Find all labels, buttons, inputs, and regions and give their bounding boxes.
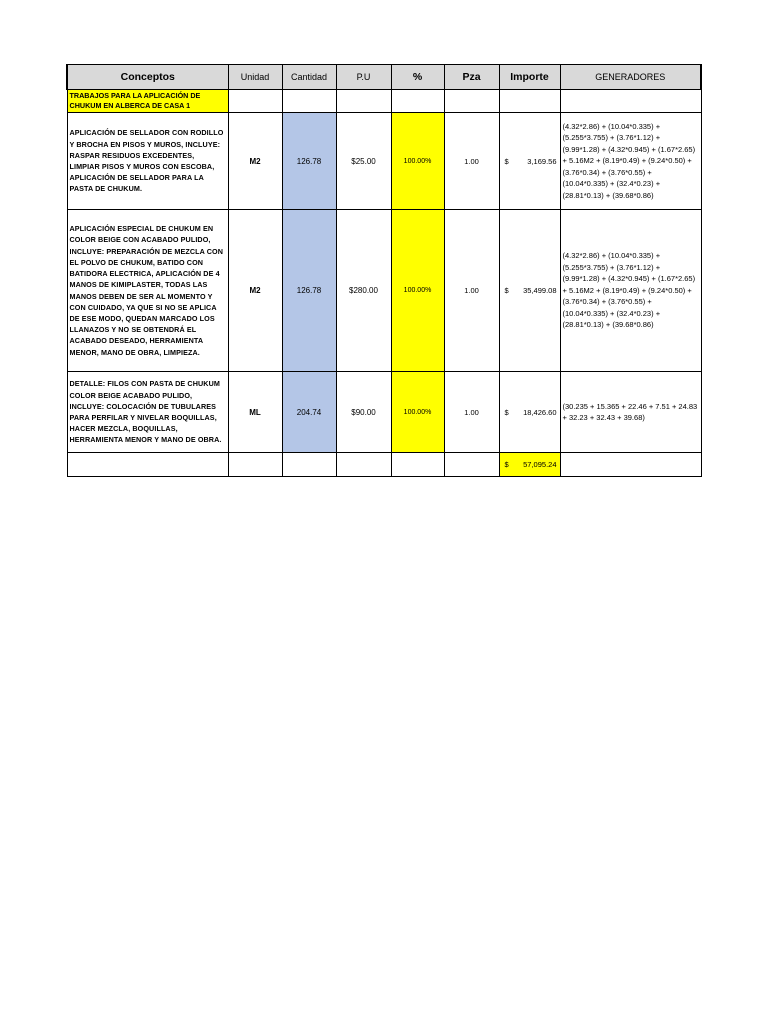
table-row	[67, 372, 701, 453]
empty-cell[interactable]	[444, 453, 499, 477]
amount-cell[interactable]	[499, 210, 560, 372]
currency-symbol: $	[504, 156, 509, 166]
generators-cell[interactable]: (4.32*2.86) + (10.04*0.335) + (5.255*3.755) + (3.76*1.12) + (9.99*1.28) + (4.32*0.945) + (1.67*2.65) + 5.16M2 + (8.19*0.49) + (9.24*0.50) + (3.76*0.34) + (3.76*0.55) + (10.04*0.335) + (32.4*0.23) + (28.81*0.13) + (39.68*0.86)	[560, 210, 701, 372]
quantity-cell[interactable]: 126.78	[282, 210, 336, 372]
header-pct[interactable]: %	[391, 65, 444, 90]
quantity-cell[interactable]: 204.74	[282, 372, 336, 453]
empty-cell[interactable]	[560, 90, 701, 113]
unit-cell[interactable]: ML	[228, 372, 282, 453]
pieces-cell[interactable]: 1.00	[444, 210, 499, 372]
header-row	[67, 65, 701, 90]
amount-value: 3,169.56	[527, 156, 557, 166]
empty-cell[interactable]	[228, 453, 282, 477]
empty-cell[interactable]	[391, 90, 444, 113]
generators-cell[interactable]: (4.32*2.86) + (10.04*0.335) + (5.255*3.755) + (3.76*1.12) + (9.99*1.28) + (4.32*0.945) + (1.67*2.65) + 5.16M2 + (8.19*0.49) + (9.24*0.50) + (3.76*0.34) + (3.76*0.55) + (10.04*0.335) + (32.4*0.23) + (28.81*0.13) + (39.68*0.86)	[560, 113, 701, 210]
total-amount-cell[interactable]	[499, 453, 560, 477]
section-title-cell[interactable]	[67, 90, 228, 113]
total-row	[67, 453, 701, 477]
quantity-cell[interactable]: 126.78	[282, 113, 336, 210]
unit-cell[interactable]: M2	[228, 113, 282, 210]
unit-price-cell[interactable]: $25.00	[336, 113, 391, 210]
concept-cell[interactable]: DETALLE: FILOS CON PASTA DE CHUKUM COLOR BEIGE ACABADO PULIDO, INCLUYE: COLOCACIÓN DE TUBULARES PARA PERFILAR Y NIVELAR BOQUILLAS, HACER MEZCLA, BOQUILLAS, HERRAMIENTA MENOR Y MANO DE OBRA.	[67, 372, 228, 453]
budget-table	[66, 64, 702, 477]
unit-price-cell[interactable]: $280.00	[336, 210, 391, 372]
concept-cell[interactable]: APLICACIÓN ESPECIAL DE CHUKUM EN COLOR BEIGE CON ACABADO PULIDO, INCLUYE: PREPARACIÓN DE MEZCLA CON EL POLVO DE CHUKUM, BATIDO CON BATIDORA ELECTRICA, APLICACIÓN DE 4 MANOS DE KIMIPLASTER, TODAS LAS MANOS DEBEN DE SER AL MOMENTO Y CON CUIDADO, YA QUE SI NO SE APLICA DE ESE MODO, QUEDAN MARCADO LOS LLANAZOS Y NO SE OBTENDRÁ EL ACABADO DESEADO, HERRAMIENTA MENOR, MANO DE OBRA, LIMPIEZA.	[67, 210, 228, 372]
section-title: TRABAJOS PARA LA APLICACIÓN DE CHUKUM EN ALBERCA DE CASA 1	[68, 90, 228, 112]
amount-cell[interactable]	[499, 113, 560, 210]
empty-cell[interactable]	[282, 453, 336, 477]
table-row	[67, 210, 701, 372]
empty-cell[interactable]	[67, 453, 228, 477]
empty-cell[interactable]	[391, 453, 444, 477]
empty-cell[interactable]	[560, 453, 701, 477]
concept-cell[interactable]: APLICACIÓN DE SELLADOR CON RODILLO Y BROCHA EN PISOS Y MUROS, INCLUYE: RASPAR RESIDUOS EXCEDENTES, LIMPIAR PISOS Y MUROS CON ESCOBA, APLICACIÓN DE SELLADOR PARA LA PASTA DE CHUKUM.	[67, 113, 228, 210]
empty-cell[interactable]	[444, 90, 499, 113]
percent-cell[interactable]: 100.00%	[391, 372, 444, 453]
amount-value: 18,426.60	[523, 407, 557, 417]
header-conceptos[interactable]: Conceptos	[67, 65, 228, 90]
percent-cell[interactable]: 100.00%	[391, 210, 444, 372]
currency-symbol: $	[504, 460, 509, 469]
section-title-row	[67, 90, 701, 113]
header-cantidad[interactable]: Cantidad	[282, 65, 336, 90]
amount-value: 35,499.08	[523, 286, 557, 295]
currency-symbol: $	[504, 407, 509, 417]
empty-cell[interactable]	[282, 90, 336, 113]
header-generadores[interactable]: GENERADORES	[560, 65, 701, 90]
unit-cell[interactable]: M2	[228, 210, 282, 372]
empty-cell[interactable]	[499, 90, 560, 113]
pieces-cell[interactable]: 1.00	[444, 372, 499, 453]
header-unidad[interactable]: Unidad	[228, 65, 282, 90]
amount-cell[interactable]	[499, 372, 560, 453]
header-pza[interactable]: Pza	[444, 65, 499, 90]
percent-cell[interactable]: 100.00%	[391, 113, 444, 210]
generators-cell[interactable]: (30.235 + 15.365 + 22.46 + 7.51 + 24.83 + 32.23 + 32.43 + 39.68)	[560, 372, 701, 453]
currency-symbol: $	[504, 286, 509, 295]
unit-price-cell[interactable]: $90.00	[336, 372, 391, 453]
empty-cell[interactable]	[228, 90, 282, 113]
header-pu[interactable]: P.U	[336, 65, 391, 90]
header-importe[interactable]: Importe	[499, 65, 560, 90]
empty-cell[interactable]	[336, 90, 391, 113]
pieces-cell[interactable]: 1.00	[444, 113, 499, 210]
total-amount-value: 57,095.24	[523, 460, 557, 469]
table-row	[67, 113, 701, 210]
empty-cell[interactable]	[336, 453, 391, 477]
